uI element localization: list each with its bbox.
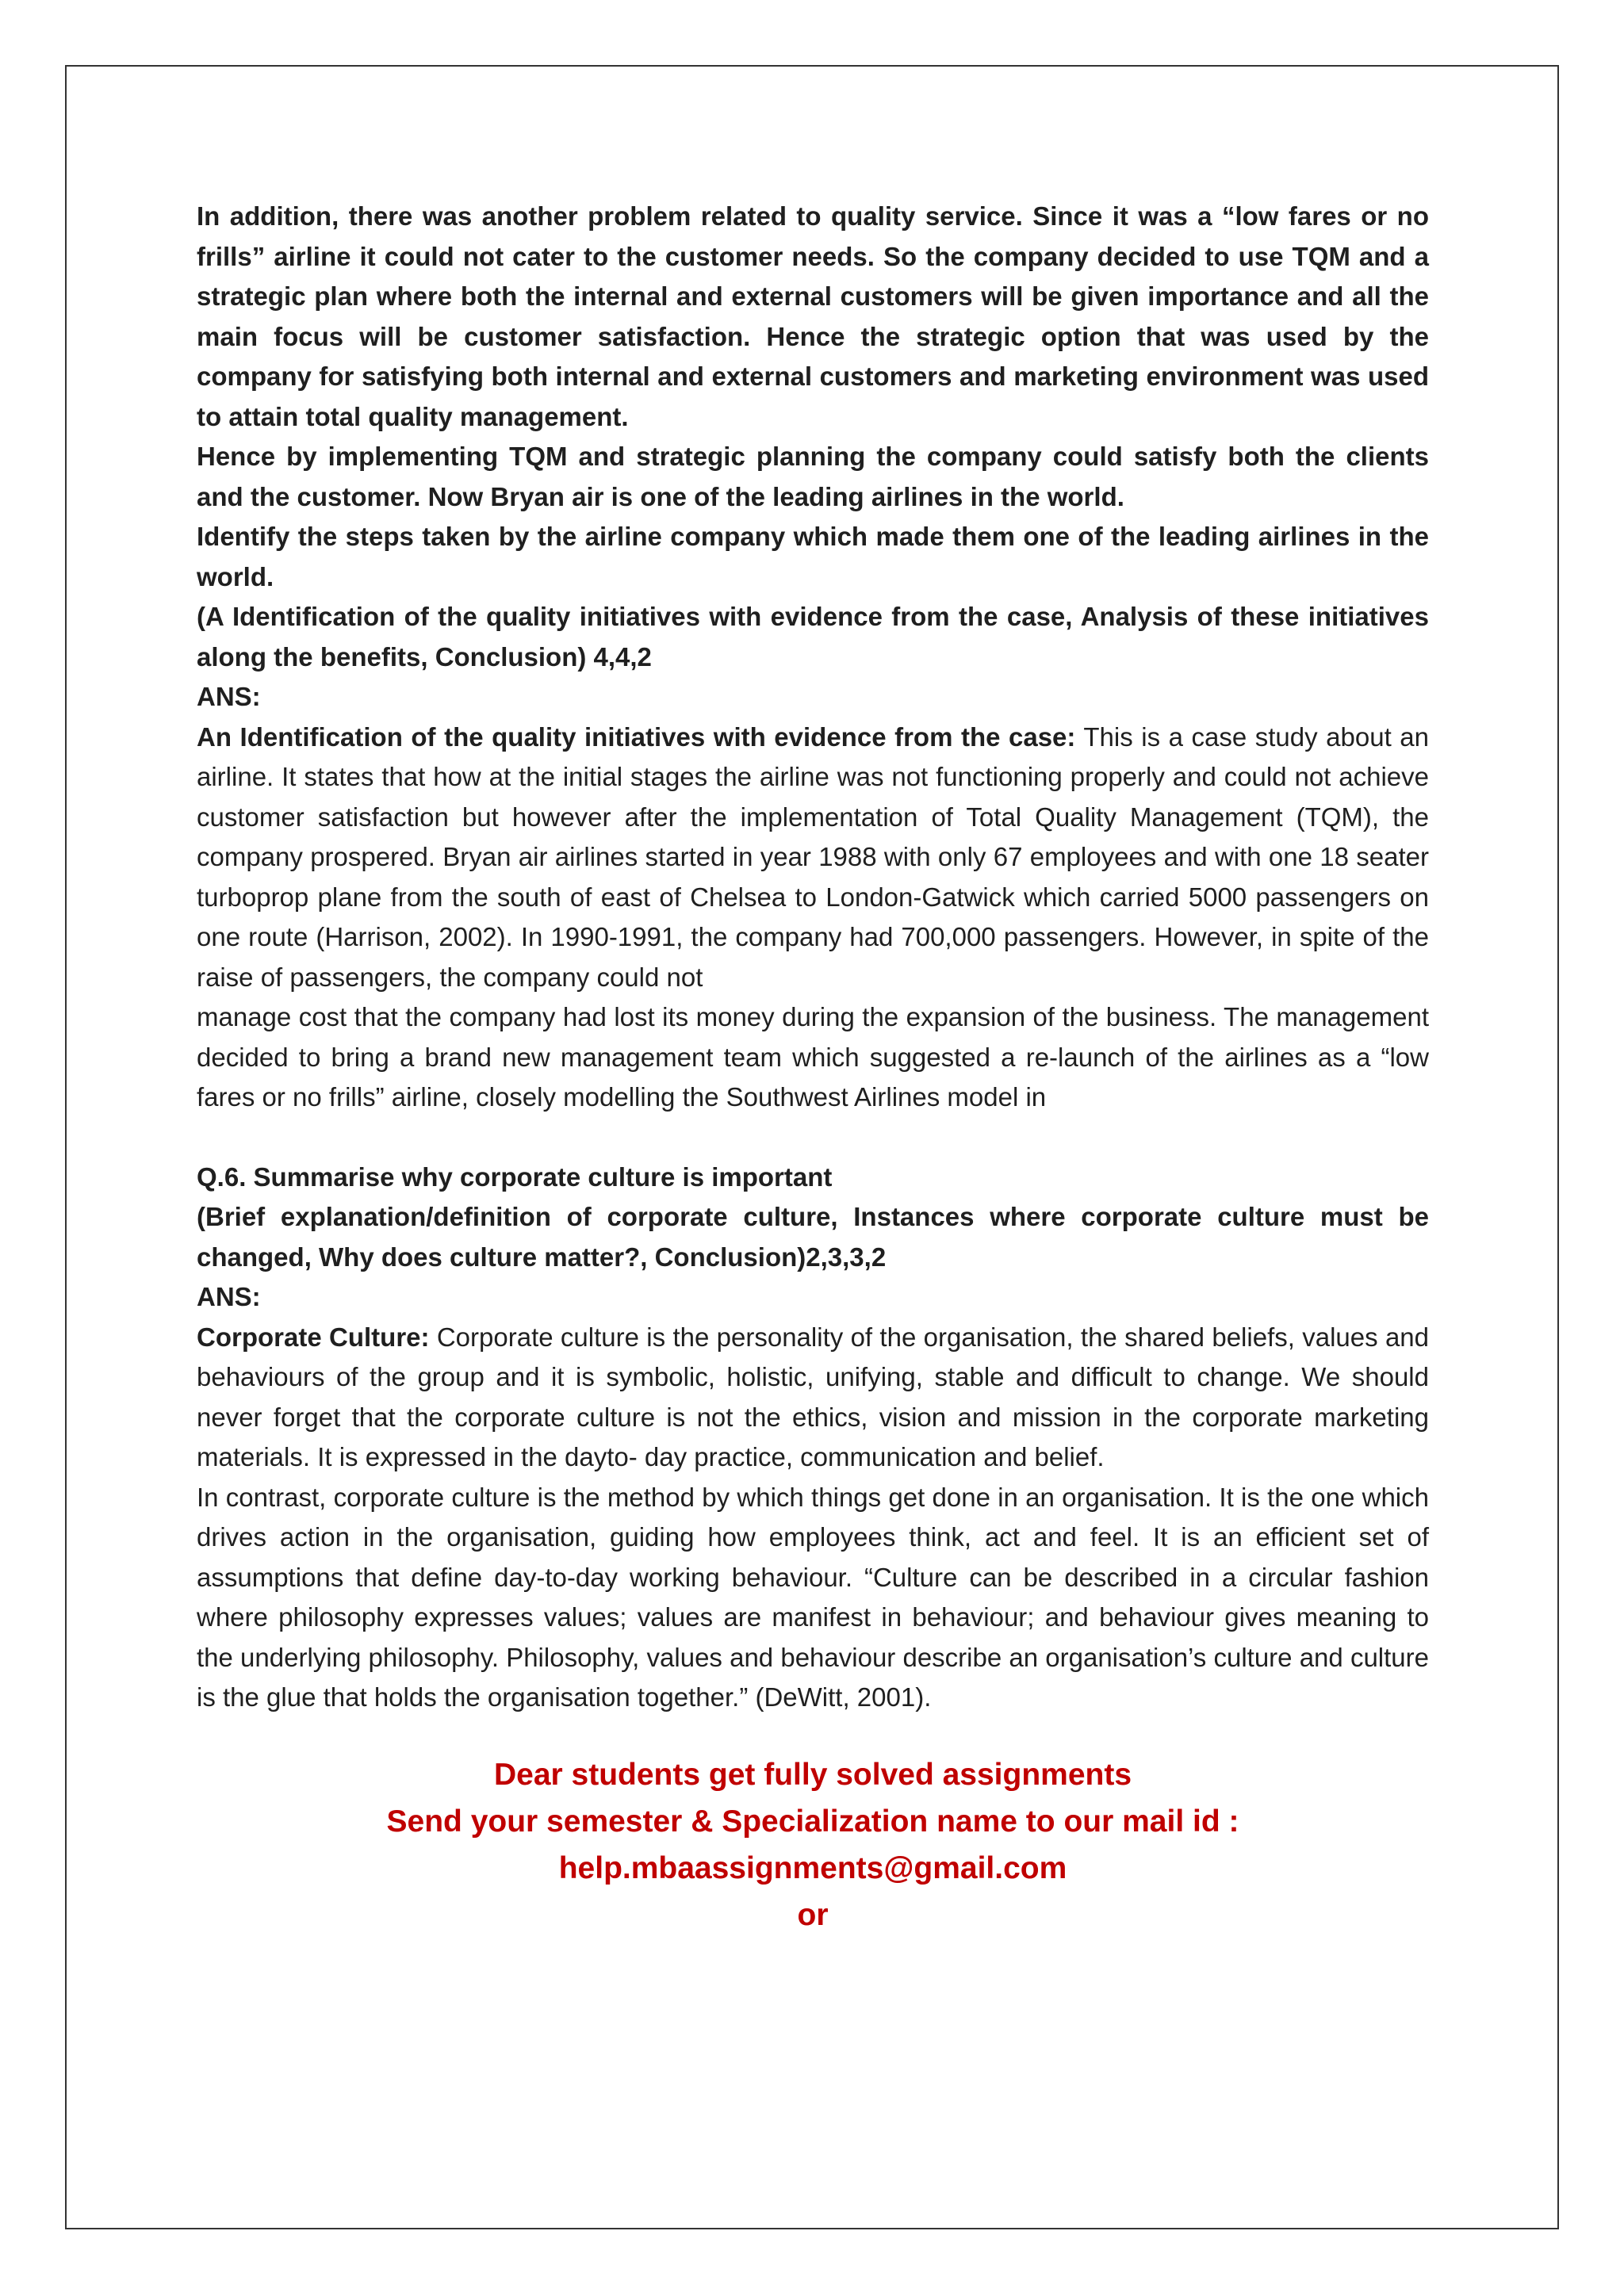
answer-paragraph (197, 718, 1429, 998)
answer-label: ANS: (197, 682, 261, 711)
footer-line-1: Dear students get fully solved assignments (493, 1757, 1132, 1792)
footer-email: help.mbaassignments@gmail.com (558, 1850, 1067, 1885)
outcome-paragraph: Hence by implementing TQM and strategic planning the company could satisfy both the clients and the customer. Now Bryan air is one of the leading airlines in the world. (197, 442, 1429, 511)
corporate-culture-text: Corporate culture is the personality of the organisation, the shared beliefs, values and behaviours of the group and it is symbolic, holistic, unifying, stable and difficult to change. We should never forget that the corporate culture is not the ethics, vision and mission in the corporate marketing materials. It is expressed in the dayto- day practice, communication and belief. (197, 1322, 1430, 1471)
footer-line-2: Send your semester & Specialization name to our mail id : (386, 1804, 1239, 1839)
answer-label-2: ANS: (197, 1282, 261, 1311)
intro-paragraph: In addition, there was another problem related to quality service. Since it was a “low fares or no frills” airline it could not cater to the customer needs. So the company decided to use TQM and a strategic plan where both the internal and external customers will be given importance and all the main focus will be customer satisfaction. Hence the strategic option that was used by the company for satisfying both internal and external customers and marketing environment was used to attain total quality management. (197, 201, 1429, 431)
answer-heading: An Identification of the quality initiatives with evidence from the case: (197, 721, 1076, 752)
question-6: Q.6. Summarise why corporate culture is important (197, 1161, 833, 1192)
corporate-culture-heading: Corporate Culture: (197, 1322, 430, 1352)
section-gap (197, 1118, 1429, 1158)
footer-or: or (797, 1897, 829, 1932)
footer-promo (197, 1751, 1429, 1938)
corporate-culture-paragraph (197, 1318, 1429, 1478)
question-5: Identify the steps taken by the airline company which made them one of the leading airlines in the world. (197, 522, 1429, 591)
question-6-rubric: (Brief explanation/definition of corporate culture, Instances where corporate culture must be changed, Why does culture matter?, Conclusion)2,3,3,2 (197, 1202, 1429, 1272)
answer-continuation: manage cost that the company had lost its money during the expansion of the business. The management decided to bring a brand new management team which suggested a re-launch of the airlines as a “low fares or no frills” airline, closely modelling the Southwest Airlines model in (197, 1002, 1429, 1112)
question-5-rubric: (A Identification of the quality initiatives with evidence from the case, Analysis of these initiatives along the benefits, Conclusion) 4,4,2 (197, 602, 1429, 672)
contrast-paragraph: In contrast, corporate culture is the method by which things get done in an organisation. It is the one which drives action in the organisation, guiding how employees think, act and feel. It is an efficient set of assumptions that define day-to-day working behaviour. “Culture can be described in a circular fashion where philosophy expresses values; values are manifest in behaviour; and behaviour gives meaning to the underlying philosophy. Philosophy, values and behaviour describe an organisation’s culture and culture is the glue that holds the organisation together.” (DeWitt, 2001). (197, 1482, 1429, 1712)
document-body (197, 197, 1429, 1938)
answer-text: This is a case study about an airline. It states that how at the initial stages the airline was not functioning properly and could not achieve customer satisfaction but however after the implementation of Total Quality Management (TQM), the company prospered. Bryan air airlines started in year 1988 with only 67 employees and with one 18 seater turboprop plane from the south of east of Chelsea to London-Gatwick which carried 5000 passengers on one route (Harrison, 2002). In 1990-1991, the company had 700,000 passengers. However, in spite of the raise of passengers, the company could not (197, 721, 1429, 992)
